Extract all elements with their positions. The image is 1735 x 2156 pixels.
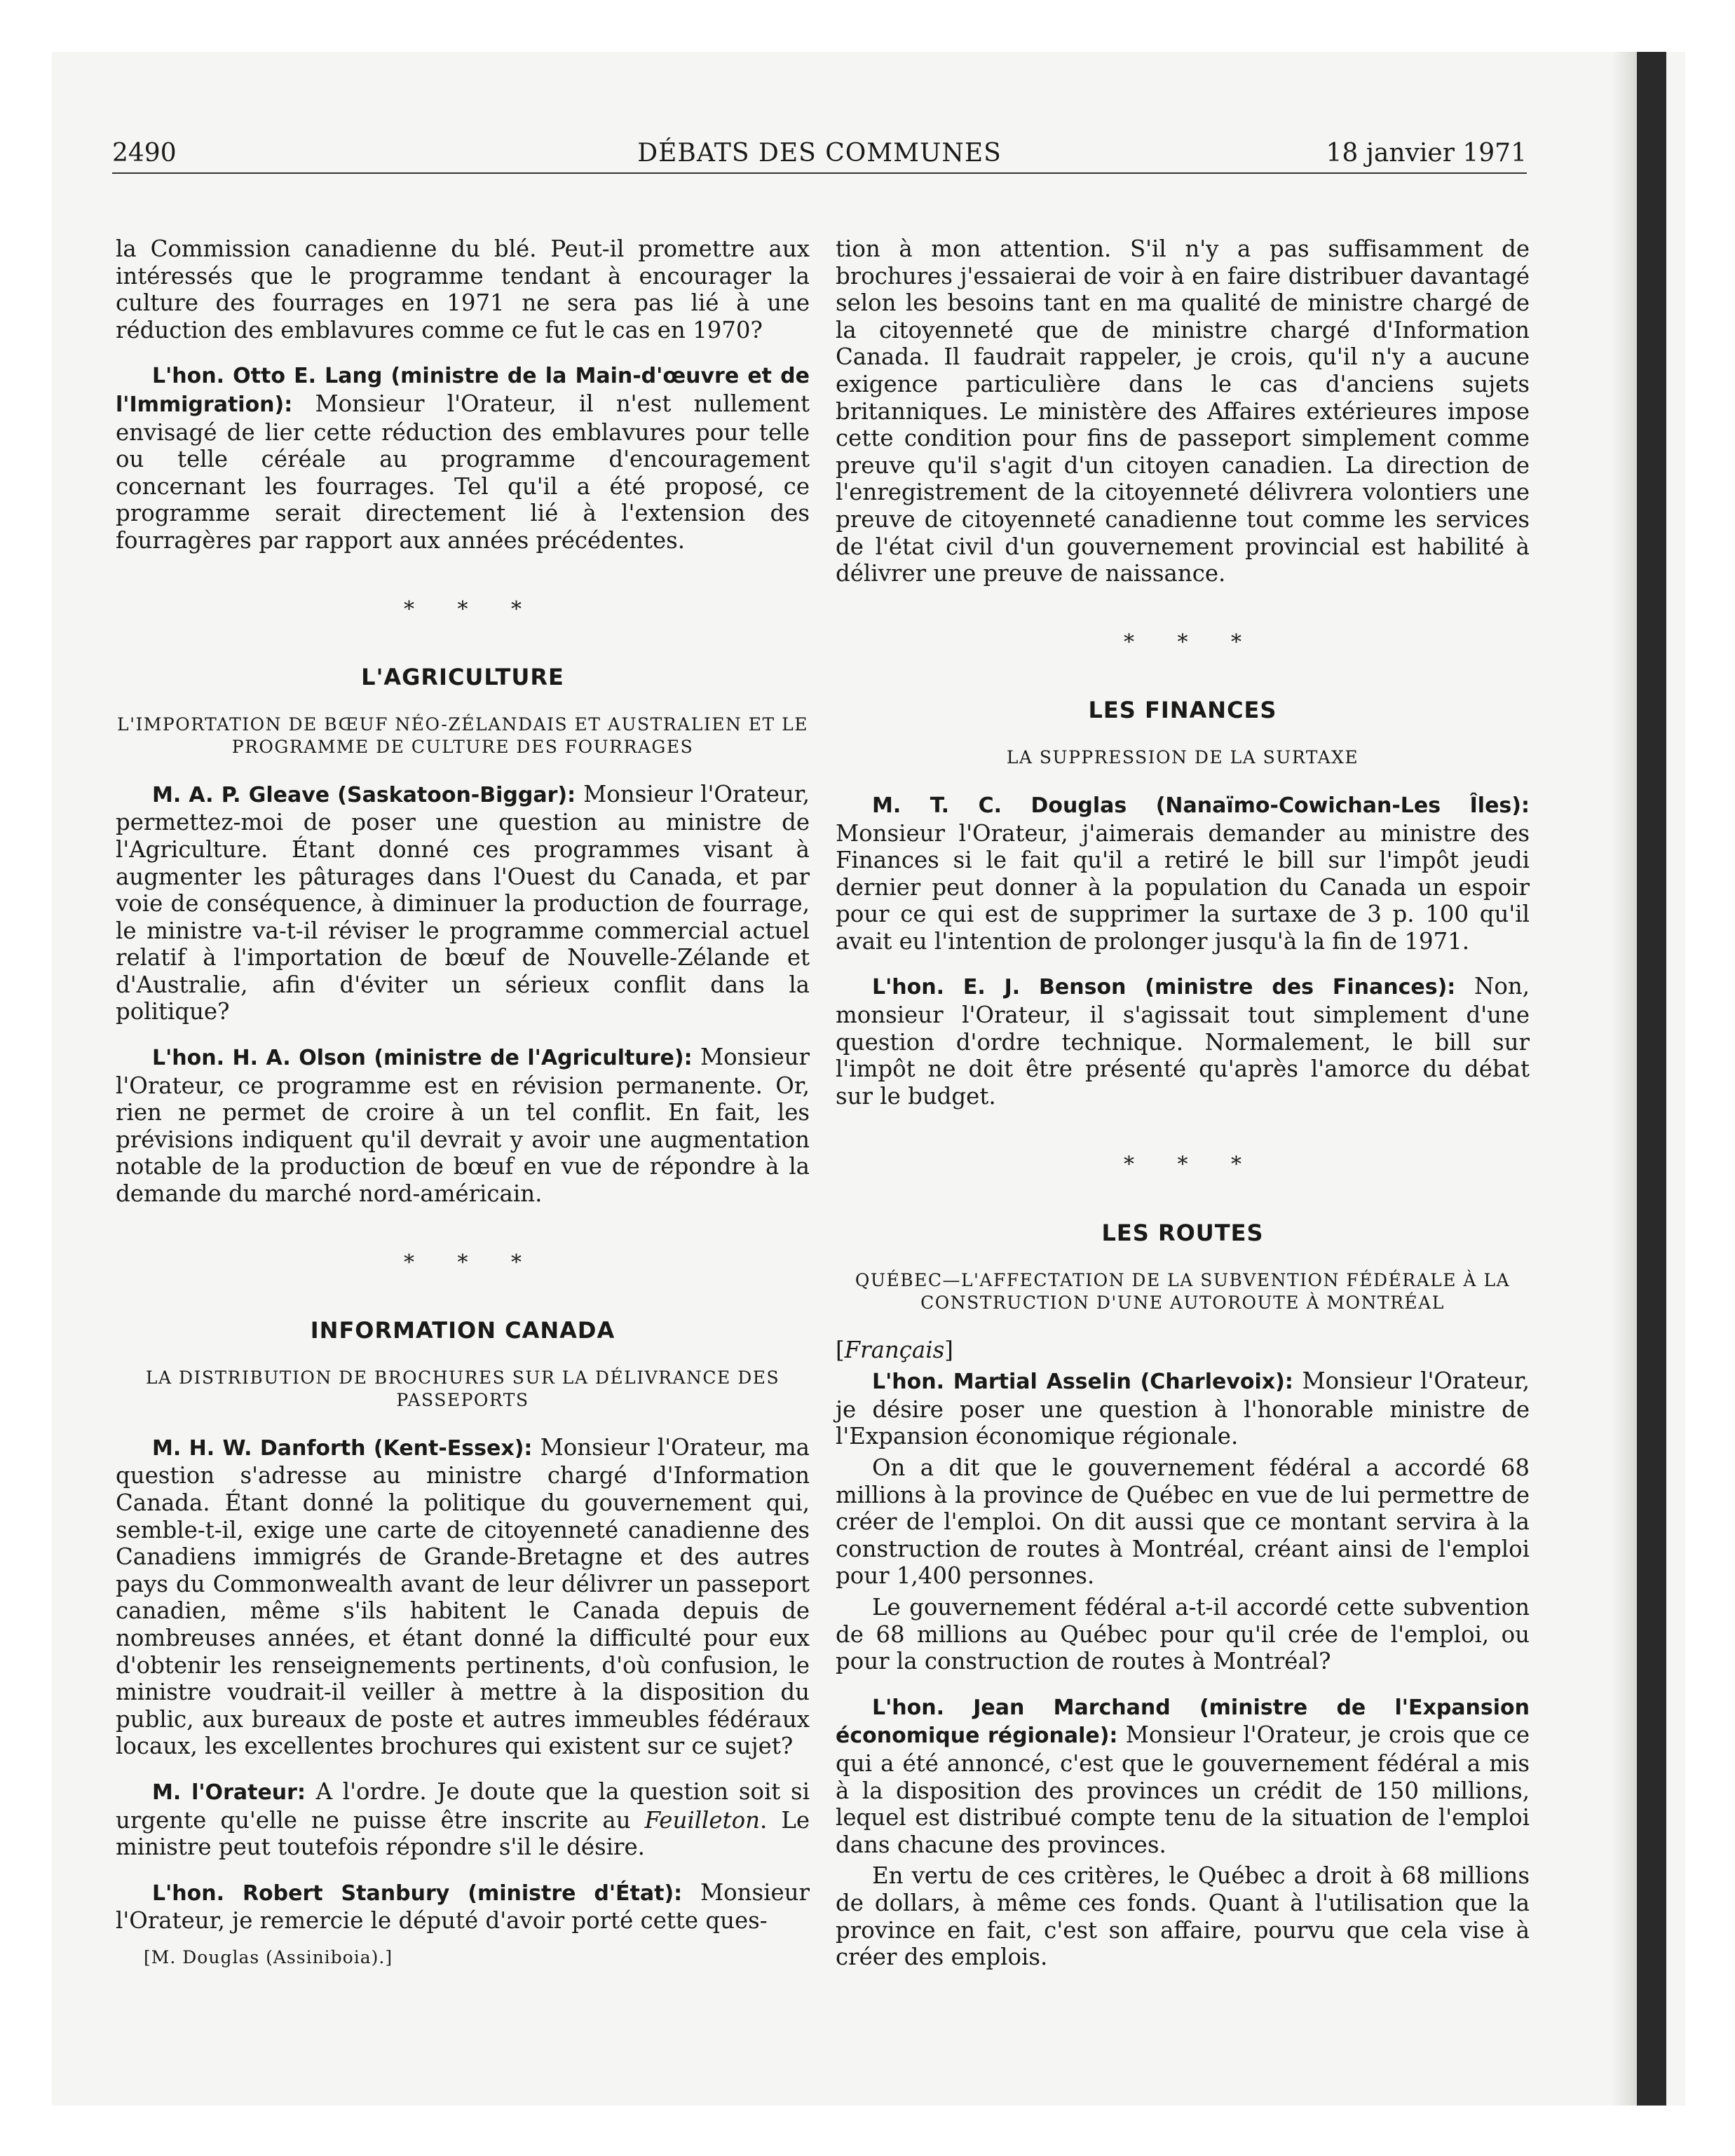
speaker-name: L'hon. Otto E. Lang (ministre de la Main-d'œuvre et de l'Immigration): [116,364,810,417]
section-title: INFORMATION CANADA [310,1317,615,1344]
section-subtitle: L'IMPORTATION DE BŒUF NÉO-ZÉLANDAIS ET AUSTRALIEN ET LE PROGRAMME DE CULTURE DES FOURRAGES [116,714,808,757]
speech-text: Monsieur l'Orateur, permettez-moi de poser une question au ministre de l'Agriculture. Étant donné ces programmes visant à augmenter les pâturages dans l'Ouest du Canada, et par voie de conséquence, à diminuer la production de fourrage, le ministre va-t-il réviser le programme commercial actuel relatif à l'importation de bœuf de Nouvelle-Zélande et d'Australie, afin d'éviter un sérieux conflit dans la politique? [116,780,810,1025]
section-separator: * * * [1123,1152,1260,1178]
section-subtitle: QUÉBEC—L'AFFECTATION DE LA SUBVENTION FÉDÉRALE À LA CONSTRUCTION D'UNE AUTOROUTE À MONTRÉAL [855,1269,1511,1313]
section-subtitle: LA SUPPRESSION DE LA SURTAXE [1006,746,1359,767]
paragraph: la Commission canadienne du blé. Peut-il promettre aux intéressés que le programme tendant à encourager la culture des fourrages en 1971 ne sera pas lié à une réduction des emblavures comme ce fut le cas en 1970? [116,236,810,343]
speaker-name: L'hon. Robert Stanbury (ministre d'État): [152,1881,683,1906]
paragraph [116,781,810,1025]
speaker-name: M. T. C. Douglas (Nanaïmo-Cowichan-Les Îles): [872,793,1530,818]
speech-text: Monsieur l'Orateur, il n'est nullement envisagé de lier cette réduction des emblavures pour telle ou telle céréale au programme d'encouragement concernant les fourrages. Tel qu'il a été proposé, ce programme serait directement lié à l'extension des fourragères par rapport aux années précédentes. [116,390,810,554]
footnote: [M. Douglas (Assiniboia).] [144,1946,393,1967]
section-separator: * * * [1123,629,1260,655]
speech-text: A l'ordre. Je doute que la question soit si urgente qu'elle ne puisse être inscrite au [116,1778,810,1834]
section-subtitle: LA DISTRIBUTION DE BROCHURES SUR LA DÉLIVRANCE DES PASSEPORTS [145,1367,780,1410]
paragraph [116,1879,810,1935]
speech-text: Non, monsieur l'Orateur, il s'agissait tout simplement d'une question d'ordre technique. Normalement, le bill sur l'impôt ne doit être présenté qu'après l'amorce du débat sur le budget. [836,973,1530,1110]
section-separator: * * * [403,1250,540,1275]
paragraph [836,1367,1530,1450]
speech-text: Monsieur l'Orateur, ma question s'adresse au ministre chargé d'Information Canada. Étant donné la politique du gouvernement qui, semble-t-il, exige une carte de citoyenneté canadienne des Canadiens immigrés de Grande-Bretagne et des autres pays du Commonwealth avant de leur délivrer un passeport canadien, même s'ils habitent le Canada depuis de nombreuses années, et étant donné la difficulté pour eux d'obtenir les renseignements pertinents, d'où confusion, le ministre voudrait-il veiller à mettre à la disposition du public, aux bureaux de poste et autres immeubles fédéraux locaux, les excellentes brochures qui existent sur ce sujet? [116,1433,810,1760]
paragraph [116,1434,810,1760]
speech-text: . Le ministre peut toutefois répondre s'il le désire. [116,1806,810,1861]
language-marker: [Français] [836,1336,953,1363]
paragraph [116,1778,810,1861]
paragraph [836,973,1530,1110]
speech-text: Monsieur l'Orateur, je remercie le député d'avoir porté cette ques- [116,1878,810,1935]
speaker-name: L'hon. Jean Marchand (ministre de l'Expansion économique régionale): [836,1695,1530,1749]
paragraph [116,362,810,554]
speech-text: Monsieur l'Orateur, j'aimerais demander au ministre des Finances si le fait qu'il a retiré le bill sur l'impôt jeudi dernier peut donner à la population du Canada un espoir pour ce qui est de supprimer la surtaxe de 3 p. 100 qu'il avait eu l'intention de prolonger jusqu'à la fin de 1971. [836,819,1530,955]
section-title: LES ROUTES [1101,1220,1264,1247]
running-header [112,137,1527,174]
section-separator: * * * [403,596,540,622]
paragraph [116,1044,810,1208]
speech-text: Monsieur l'Orateur, je désire poser une question à l'honorable ministre de l'Expansion économique régionale. [836,1367,1530,1450]
paragraph [836,791,1530,955]
paragraph: En vertu de ces critères, le Québec a droit à 68 millions de dollars, à même ces fonds. Quant à l'utilisation que la province en fait, c'est son affaire, pourvu que cela vise à créer des emplois. [836,1862,1530,1971]
speaker-name: M. H. W. Danforth (Kent-Essex): [152,1435,533,1461]
speaker-name: L'hon. Martial Asselin (Charlevoix): [872,1370,1293,1395]
speaker-name: L'hon. E. J. Benson (ministre des Finances): [872,975,1456,1000]
section-title: LES FINANCES [1088,697,1277,724]
left-column [116,236,810,1972]
page-edge-shadow [1612,52,1637,2106]
paragraph: Le gouvernement fédéral a-t-il accordé cette subvention de 68 millions au Québec pour qu'il crée de l'emploi, ou pour la construction de routes à Montréal? [836,1593,1530,1675]
section-title: L'AGRICULTURE [361,664,564,691]
paragraph: On a dit que le gouvernement fédéral a accordé 68 millions à la province de Québec en vue de lui permettre de créer de l'emploi. On dit aussi que ce montant servira à la construction de routes à Montréal, créant ainsi de l'emploi pour 1,400 personnes. [836,1454,1530,1590]
publication-date: 18 janvier 1971 [1326,139,1527,168]
paragraph [836,1693,1530,1859]
right-column [836,236,1530,1971]
page-number: 2490 [112,139,177,168]
scan-border [1637,52,1666,2106]
paragraph: tion à mon attention. S'il n'y a pas suffisamment de brochures j'essaierai de voir à en faire distribuer davantagé selon les besoins tant en ma qualité de ministre chargé de la citoyenneté que de ministre chargé d'Information Canada. Il faudrait rappeler, je crois, qu'il n'y a aucune exigence particulière dans le cas d'anciens sujets britanniques. Le ministère des Affaires extérieures impose cette condition pour fins de passeport simplement comme preuve qu'il s'agit d'un citoyen canadien. La direction de l'enregistrement de la citoyenneté délivrera volontiers une preuve de citoyenneté canadienne tout comme les services de l'état civil d'un gouvernement provincial est habilité à délivrer une preuve de naissance. [836,236,1530,587]
speech-text: Monsieur l'Orateur, ce programme est en révision permanente. Or, rien ne permet de croire à un tel conflit. En fait, les prévisions indiquent qu'il devrait y avoir une augmentation notable de la production de bœuf en vue de répondre à la demande du marché nord-américain. [116,1044,810,1208]
speaker-name: L'hon. H. A. Olson (ministre de l'Agriculture): [152,1046,693,1071]
speaker-name: M. l'Orateur: [152,1780,306,1805]
speaker-name: M. A. P. Gleave (Saskatoon-Biggar): [152,782,576,807]
publication-title: DÉBATS DES COMMUNES [637,139,1002,168]
italic-text: Feuilleton [644,1806,760,1834]
speech-text: Monsieur l'Orateur, je crois que ce qui a été annoncé, c'est que le gouvernement fédéral a mis à la disposition des provinces un crédit de 150 millions, lequel est distribué compte tenu de la situation de l'emploi dans chacune des provinces. [836,1721,1530,1858]
